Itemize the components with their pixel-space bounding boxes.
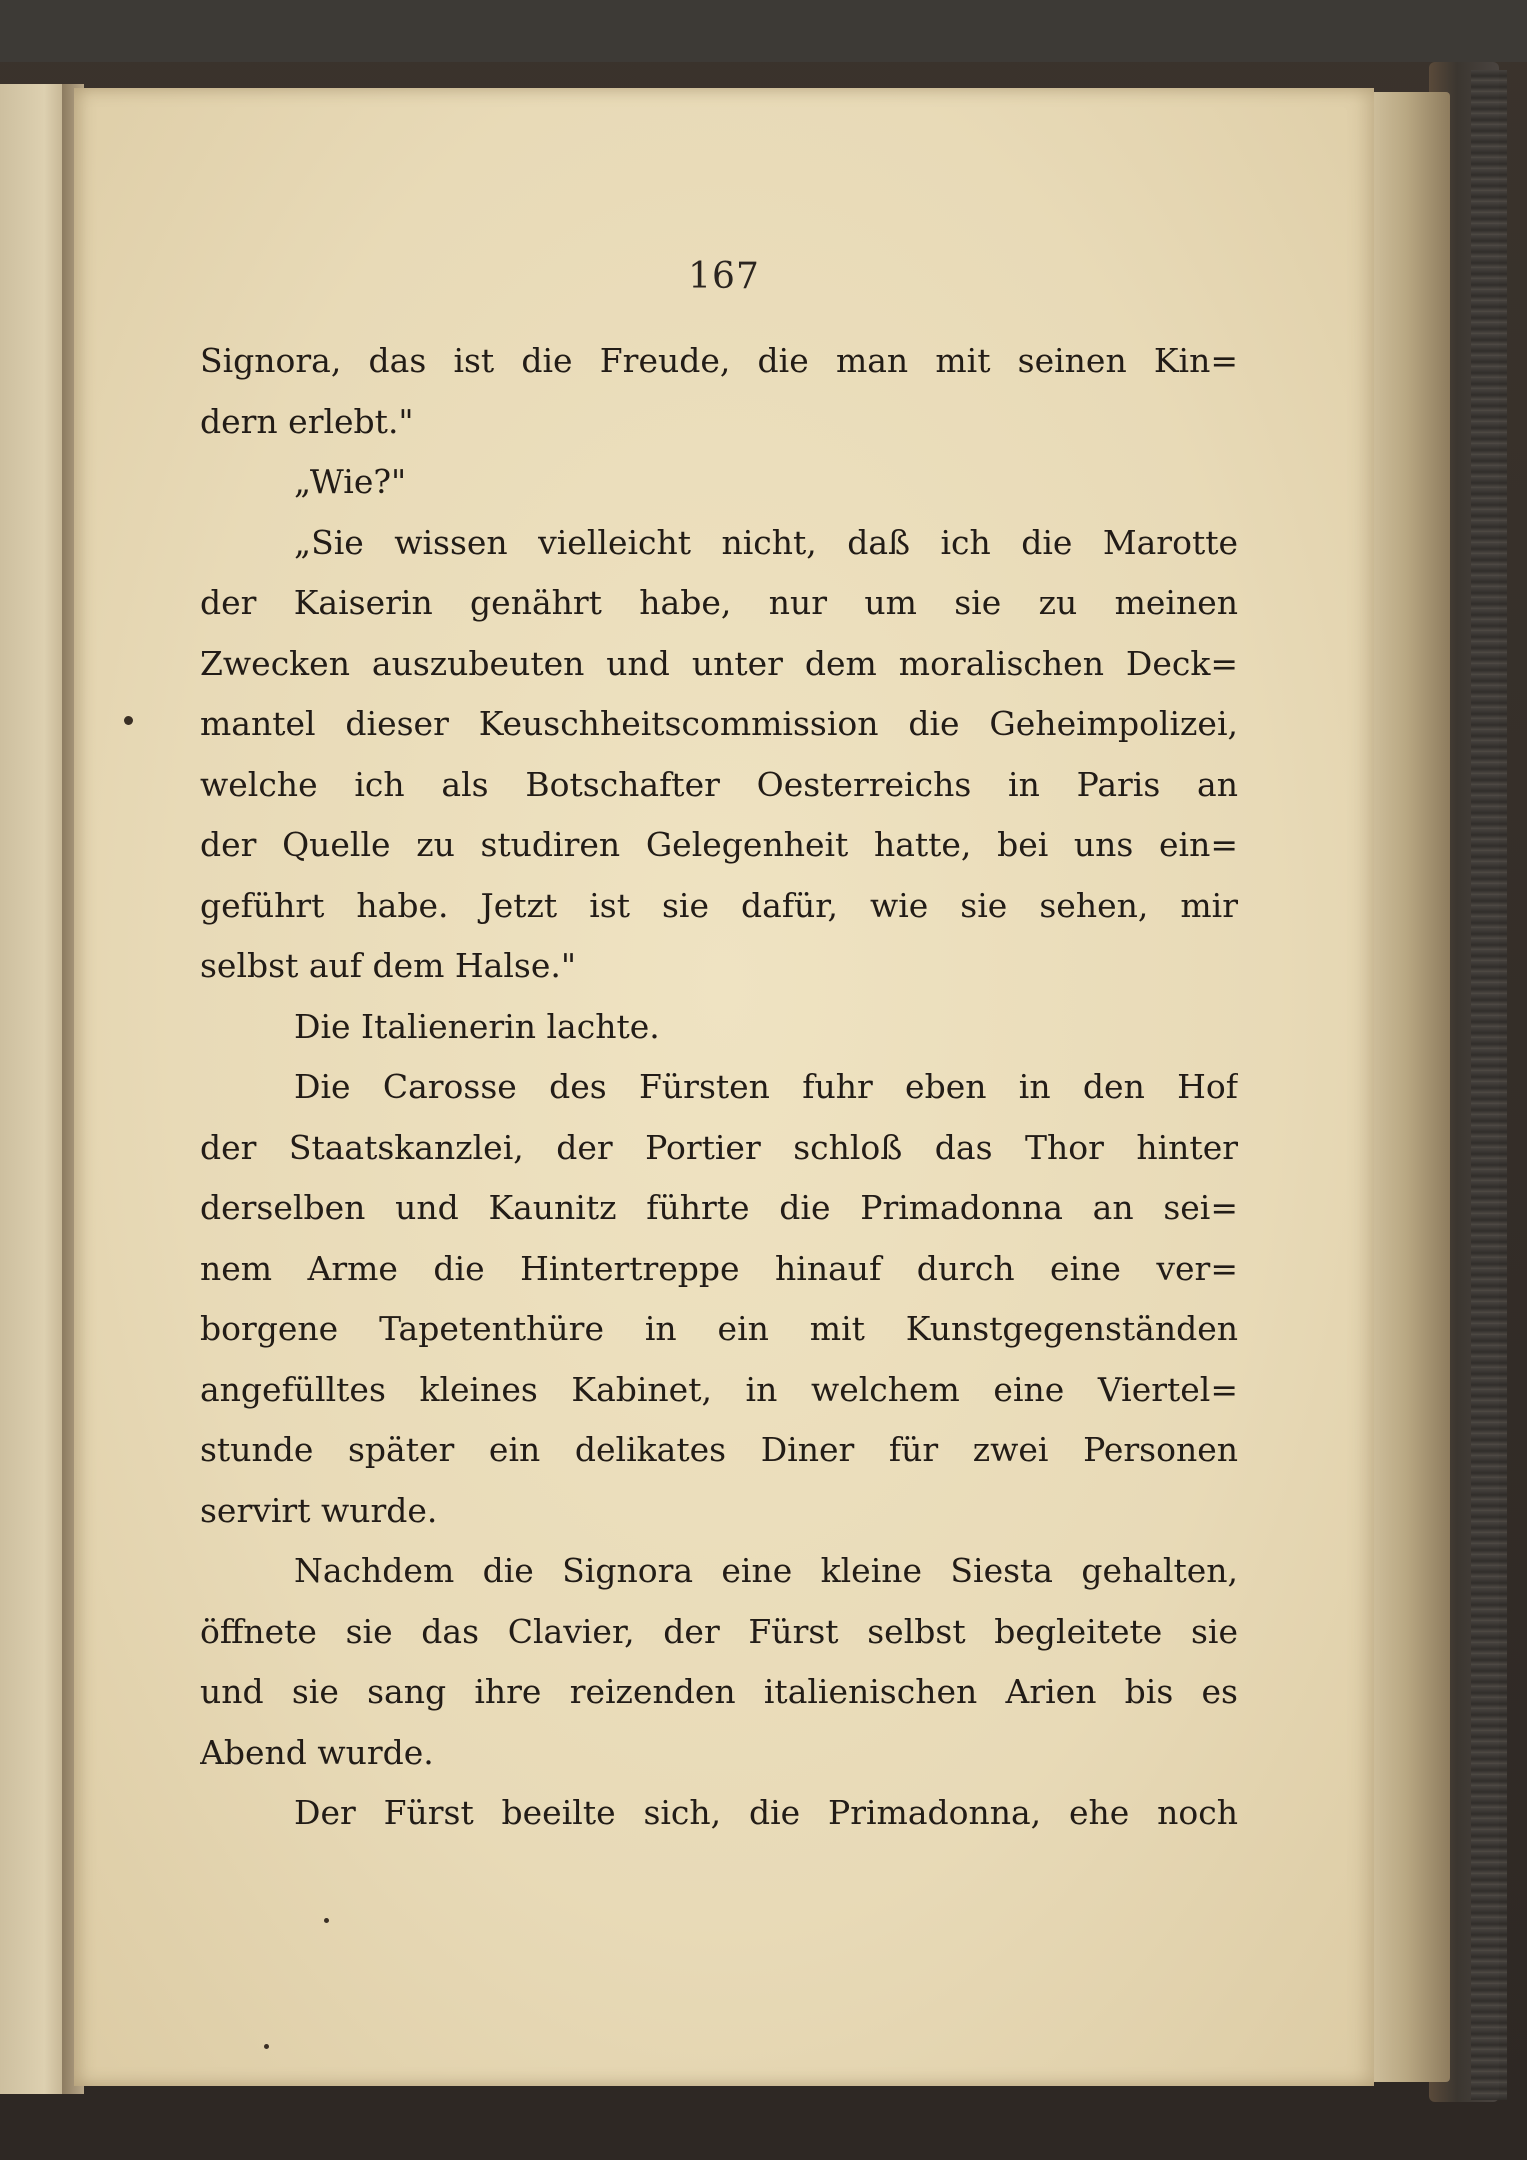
text-line: angefülltes kleines Kabinet, in welchem eine Viertel= xyxy=(200,1369,1238,1409)
text-line: „Sie wissen vielleicht nicht, daß ich die Marotte xyxy=(294,522,1238,562)
text-line: mantel dieser Keuschheitscommission die Geheimpolizei, xyxy=(200,704,1238,743)
page-number: 167 xyxy=(688,256,760,297)
text-line: öffnete sie das Clavier, der Fürst selbst begleitete sie xyxy=(200,1611,1238,1651)
text-line: Nachdem die Signora eine kleine Siesta gehalten, xyxy=(294,1551,1238,1590)
text-line: geführt habe. Jetzt ist sie dafür, wie sie sehen, mir xyxy=(200,885,1238,925)
text-line: der Kaiserin genährt habe, nur um sie zu meinen xyxy=(200,583,1238,622)
text-line: servirt wurde. xyxy=(200,1490,438,1530)
text-line: derselben und Kaunitz führte die Primadonna an sei= xyxy=(200,1188,1238,1227)
paper-speck xyxy=(264,2044,269,2049)
text-line: der Staatskanzlei, der Portier schloß das Thor hinter xyxy=(200,1127,1238,1167)
text-line: „Wie?" xyxy=(294,462,407,501)
text-line: Der Fürst beeilte sich, die Primadonna, ehe noch xyxy=(294,1793,1238,1832)
text-line: Die Carosse des Fürsten fuhr eben in den Hof xyxy=(294,1067,1238,1106)
text-line: und sie sang ihre reizenden italienischen Arien bis es xyxy=(200,1672,1238,1711)
text-line: Zwecken auszubeuten und unter dem moralischen Deck= xyxy=(200,643,1238,683)
text-line: selbst auf dem Halse." xyxy=(200,946,577,985)
text-line: Signora, das ist die Freude, die man mit seinen Kin= xyxy=(200,341,1238,380)
text-line: Abend wurde. xyxy=(200,1732,434,1772)
book-page xyxy=(74,88,1374,2086)
text-line: welche ich als Botschafter Oesterreichs in Paris an xyxy=(200,764,1238,804)
paper-speck xyxy=(324,1918,329,1923)
book-cover-texture xyxy=(1471,70,1507,2100)
page-text xyxy=(200,331,1238,1844)
paper-speck xyxy=(124,716,133,725)
text-line: stunde später ein delikates Diner für zwei Personen xyxy=(200,1430,1238,1469)
text-line: dern erlebt." xyxy=(200,401,414,441)
text-line: Die Italienerin lachte. xyxy=(294,1006,660,1046)
text-line: borgene Tapetenthüre in ein mit Kunstgegenständen xyxy=(200,1309,1238,1348)
text-line: der Quelle zu studiren Gelegenheit hatte, bei uns ein= xyxy=(200,825,1238,864)
text-line: nem Arme die Hintertreppe hinauf durch eine ver= xyxy=(200,1248,1238,1288)
scan-background-top xyxy=(0,0,1527,62)
